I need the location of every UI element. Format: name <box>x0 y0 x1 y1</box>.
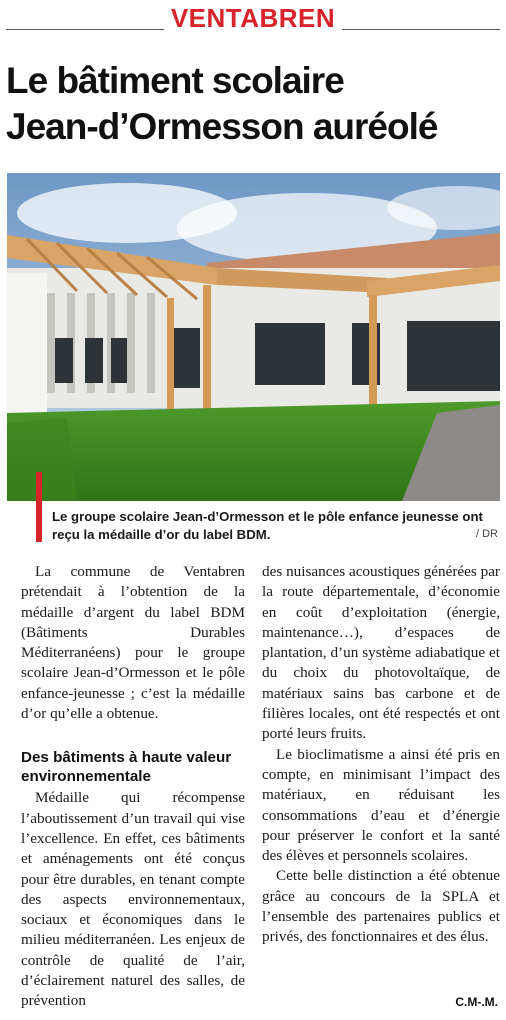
photo-caption: Le groupe scolaire Jean-d’Ormesson et le pôle enfance jeunesse ont reçu la médaille d’or du label BDM. <box>52 509 483 542</box>
kicker-rule-right <box>342 29 500 30</box>
section-kicker <box>0 2 506 32</box>
paragraph: des nuisances acoustiques générées par la route départementale, d’économie en coût d’exploitation (énergie, maintenance…), d’espaces de plantation, d’un système adiabatique et du choix du photovoltaïque, de matériaux sains bas carbone et de filières locales, ont été respectés et ont porté leurs fruits. <box>262 563 500 743</box>
lawn-shade <box>7 418 77 501</box>
photo-caption-block <box>8 506 500 546</box>
building-corner <box>7 273 47 413</box>
headline-line-2: Jean-d’Ormesson auréolé <box>6 106 438 147</box>
author-signature: C.M-.M. <box>455 995 498 1009</box>
article-column-left <box>21 562 245 1012</box>
paragraph: La commune de Ventabren prétendait à l’obtention de la médaille d’argent du label BDM (Bâtiments Durables Méditerranéens) pour le groupe scolaire Jean-d’Ormesson et le pôle enfance-jeunesse ; c’est la médaille d’or qu’elle a obtenue. <box>21 563 245 723</box>
paragraph: Médaille qui récompense l’aboutissement d’un travail qui vise l’excellence. En effet, ces bâtiments et aménagements ont été conçus pour être durables, en tenant compte des aspects environnementaux, sociaux et économiques dans le milieu méditerranéen. Les enjeux de contrôle de qualité de l’air, d’éclairement naturel des salles, de prévention <box>21 789 245 1010</box>
kicker-rule-left <box>6 29 164 30</box>
paragraph: Le bioclimatisme a ainsi été pris en compte, en minimisant l’impact des matériaux, en réduisant les consommations d’eau et d’énergie pour préserver le confort et la santé des élèves et personnels scolaires. <box>262 745 500 865</box>
caption-accent-bar <box>36 472 42 542</box>
article-photo <box>7 173 500 501</box>
headline-line-1: Le bâtiment scolaire <box>6 60 344 101</box>
kicker-label: VENTABREN <box>170 3 336 33</box>
article-subhead: Des bâtiments à haute valeur environnementale <box>21 749 232 786</box>
article-headline <box>6 58 502 150</box>
article-column-right <box>262 562 500 948</box>
photo-credit: / DR <box>476 528 498 540</box>
school-courtyard-illustration <box>7 173 500 501</box>
paragraph: Cette belle distinction a été obtenue grâce au concours de la SPLA et l’ensemble des partenaires publics et privés, des fonctionnaires et des élus. <box>262 867 500 946</box>
